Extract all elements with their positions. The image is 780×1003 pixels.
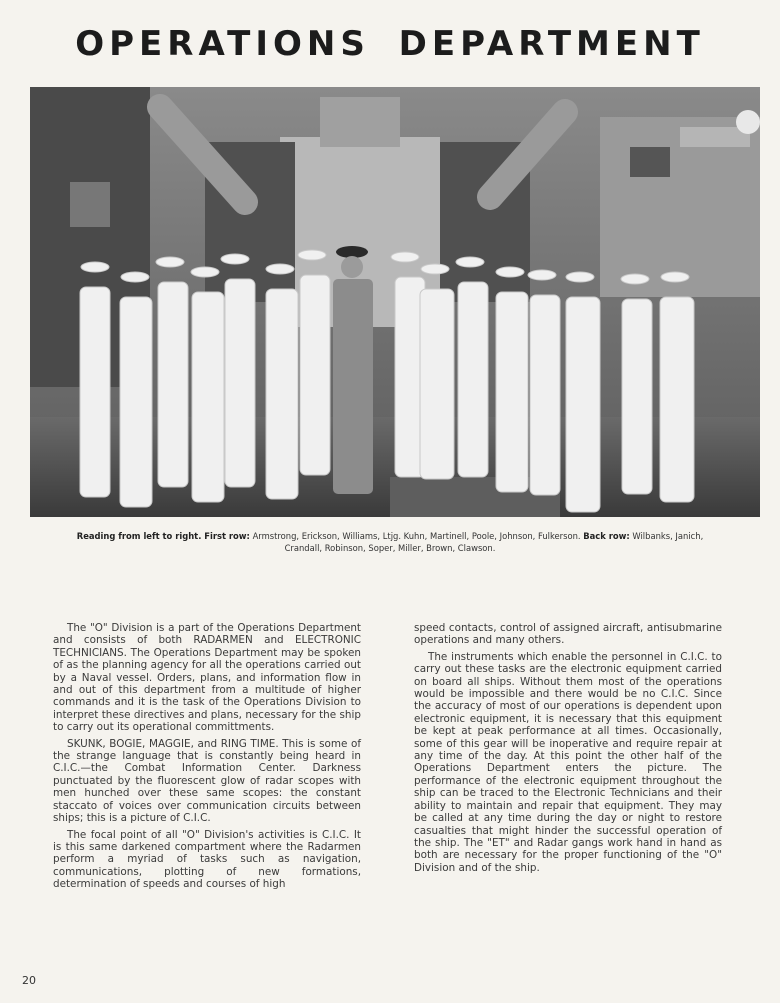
paragraph: The focal point of all "O" Division's activities is C.I.C. It is this same darkened compartment where the Radarmen perform a myriad of tasks such as navigation, communications, plotting of new formations, determination of speeds and courses of high	[53, 828, 361, 891]
paragraph: The instruments which enable the personnel in C.I.C. to carry out these tasks are the electronic equipment carried on board all ships. Without them most of the operations would be impossible and there would be no C.I.C. Since the accuracy of most of our operations is dependent upon electronic equipment, it is necessary that this equipment be kept at peak performance at all times. Occasionally, some of this gear will be inoperative and require repair at any time of the day. At this point the other half of the Operations Department enters the picture. The performance of the electronic equipment throughout the ship can be traced to the Electronic Technicians and their ability to maintain and repair that equipment. They may be called at any time during the day or night to restore casualties that might hinder the successful operation of the ship. The "ET" and Radar gangs work hand in hand as both are necessary for the proper functioning of the "O" Division and of the ship.	[414, 650, 722, 874]
right-text-column	[414, 622, 722, 878]
left-text-column	[53, 622, 361, 895]
paragraph: The "O" Division is a part of the Operations Department and consists of both RADARMEN and ELECTRONIC TECHNICIANS. The Operations Department may be spoken of as the planning agency for all the operations carried out by a Naval vessel. Orders, plans, and information flow in and out of this department from a multitude of higher commands and it is the task of the Operations Division to interpret these directives and plans, necessary for the ship to carry out its operational committments.	[53, 622, 361, 734]
caption-first-row-label: Reading from left to right. First row:	[76, 531, 250, 541]
caption-back-row-label: Back row:	[583, 531, 630, 541]
group-photo-illustration	[30, 87, 760, 517]
page-number: 20	[22, 974, 36, 987]
paragraph: SKUNK, BOGIE, MAGGIE, and RING TIME. This is some of the strange language that is constantly being heard in C.I.C.—the Combat Information Center. Darkness punctuated by the fluorescent glow of radar scopes with men hunched over these same scopes: the constant staccato of voices over communication circuits between ships; this is a picture of C.I.C.	[53, 737, 361, 825]
photo-caption	[60, 530, 720, 554]
page-title: OPERATIONS DEPARTMENT	[75, 24, 705, 64]
caption-back-row-names: Wilbanks, Janich, Crandall, Robinson, Soper, Miller, Brown, Clawson.	[284, 531, 704, 553]
caption-first-row-names: Armstrong, Erickson, Williams, Ltjg. Kuhn, Martinell, Poole, Johnson, Fulkerson.	[252, 531, 581, 541]
paragraph: speed contacts, control of assigned aircraft, antisubmarine operations and many others.	[414, 622, 722, 647]
group-photo	[30, 87, 760, 517]
